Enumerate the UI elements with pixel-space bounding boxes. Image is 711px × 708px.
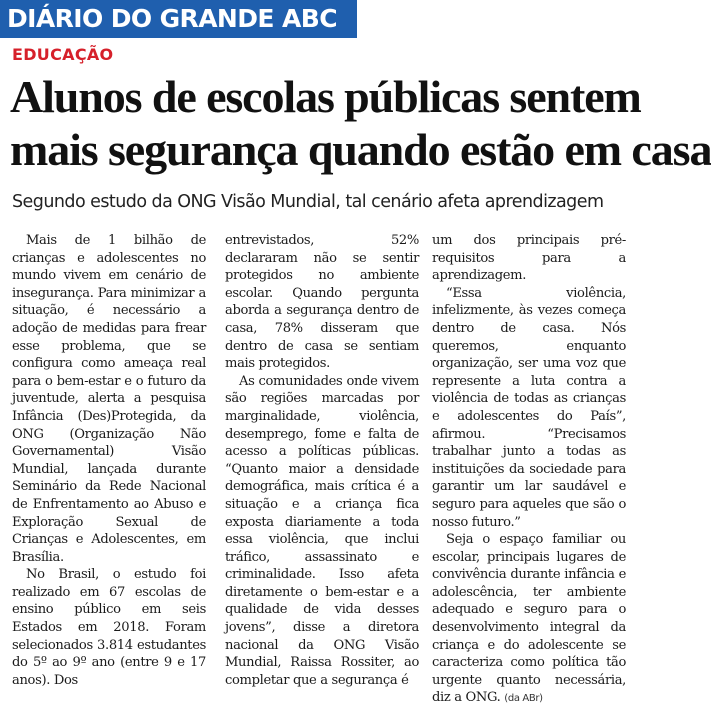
headline-line-2: mais segurança quando estão em casa: [10, 124, 711, 175]
article-column-2: [225, 232, 419, 689]
subheadline: Segundo estudo da ONG Visão Mundial, tal cenário afeta aprendizagem: [12, 192, 604, 212]
section-label: EDUCAÇÃO: [12, 45, 114, 64]
paragraph: [432, 531, 626, 708]
paragraph-text: Seja o espaço familiar ou escolar, principais lugares de convivência durante infância e adolescência, ter ambiente adequado e seguro para o desenvolvimento integral da criança e do adolescente se caracteriza como política tão urgente quanto necessária, diz a ONG.: [432, 532, 626, 706]
paragraph: entrevistados, 52% declararam não se sentir protegidos no ambiente escolar. Quando pergunta aborda a segurança dentro de casa, 78% disseram que dentro de casa se sentiam mais protegidos.: [225, 233, 419, 372]
headline: [10, 70, 711, 176]
source-credit: (da ABr): [504, 693, 543, 705]
paragraph: um dos principais pré-requisitos para a aprendizagem.: [432, 233, 626, 284]
masthead: [0, 0, 357, 38]
paragraph: “Essa violência, infelizmente, às vezes começa dentro de casa. Nós queremos, enquanto organização, ser uma voz que represente a luta contra a violência de todas as crianças e adolescentes do País”, afirmou. “Precisamos trabalhar junto a todas as instituições da sociedade para garantir um lar saudável e seguro para aqueles que são o nosso futuro.”: [432, 285, 626, 530]
masthead-title: DIÁRIO DO GRANDE ABC: [7, 4, 337, 33]
paragraph: No Brasil, o estudo foi realizado em 67 escolas de ensino público em seis Estados em 2018. Foram selecionados 3.814 estudantes do 5º ao 9º ano (entre 9 e 17 anos). Dos: [12, 567, 206, 688]
article-column-3: [432, 232, 626, 708]
paragraph: Mais de 1 bilhão de crianças e adolescentes no mundo vivem em cenário de insegurança. Para minimizar a situação, é necessário a adoção de medidas para frear esse problema, que se configura como ameaça real para o bem-estar e o futuro da juventude, alerta a pesquisa Infância (Des)Protegida, da ONG (Organização Não Governamental) Visão Mundial, lançada durante Seminário da Rede Nacional de Enfrentamento ao Abuso e Exploração Sexual de Crianças e Adolescentes, em Brasília.: [12, 233, 206, 565]
headline-line-1: Alunos de escolas públicas sentem: [10, 71, 641, 122]
article-column-1: [12, 232, 206, 689]
paragraph: As comunidades onde vivem são regiões marcadas por marginalidade, violência, desemprego, fome e falta de acesso a políticas públicas. “Quanto maior a densidade demográfica, mais crítica é a situação e a criança fica exposta diariamente a toda essa violência, que inclui tráfico, assassinato e criminalidade. Isso afeta diretamente o bem-estar e a qualidade de vida desses jovens”, disse a diretora nacional da ONG Visão Mundial, Raissa Rossiter, ao completar que a segurança é: [225, 373, 419, 688]
